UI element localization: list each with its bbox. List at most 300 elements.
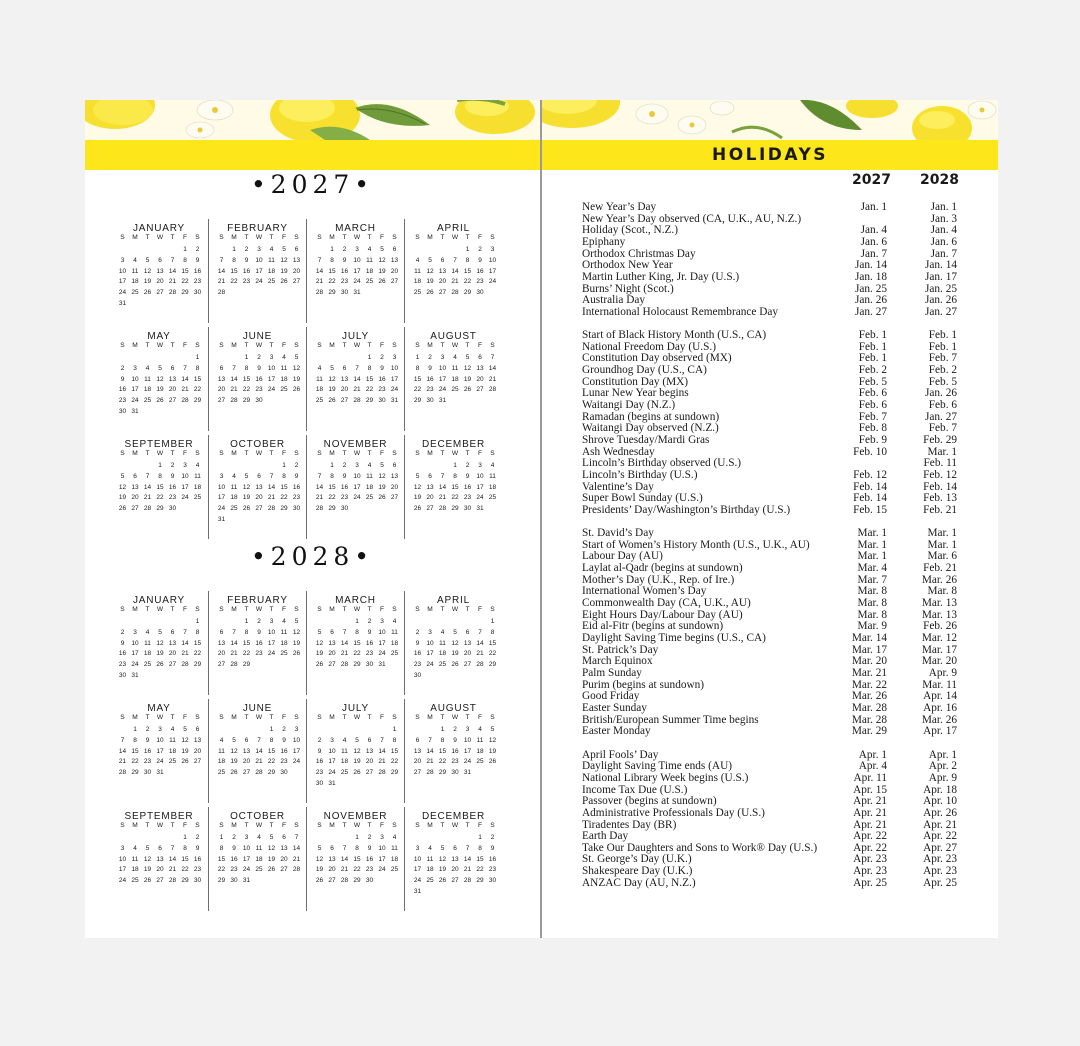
- day-number: 18: [280, 639, 288, 647]
- day-number: 10: [118, 267, 127, 275]
- day-number: 12: [315, 639, 324, 647]
- lemon-illustration-right: [542, 100, 998, 140]
- day-number: 30: [255, 397, 263, 405]
- month-name: APRIL: [437, 223, 470, 234]
- weekday-letter: S: [415, 606, 420, 613]
- holiday-date-2028: Mar. 12: [921, 632, 957, 645]
- day-number: 3: [440, 354, 445, 361]
- day-number: 3: [380, 618, 384, 625]
- holiday-date-2027: Apr. 21: [853, 795, 887, 808]
- holiday-date-2028: Apr. 2: [928, 760, 957, 773]
- day-number: 30: [378, 397, 386, 405]
- day-number: 18: [255, 855, 263, 863]
- day-number: 8: [183, 256, 187, 264]
- day-number: 26: [156, 397, 164, 405]
- day-number: 13: [390, 256, 399, 264]
- day-number: 27: [340, 397, 349, 405]
- holiday-name: Ash Wednesday: [582, 445, 655, 458]
- weekday-letter: S: [415, 342, 420, 349]
- day-number: 18: [426, 866, 434, 874]
- day-number: 17: [426, 650, 434, 658]
- weekday-letter: W: [353, 450, 361, 457]
- yellow-stripe-left: [85, 140, 540, 170]
- day-number: 8: [158, 472, 162, 480]
- holiday-row: [582, 878, 957, 890]
- day-number: 28: [315, 505, 324, 513]
- day-number: 15: [193, 375, 202, 383]
- holiday-name: Waitangi Day observed (N.Z.): [582, 422, 719, 435]
- day-number: 1: [392, 726, 397, 733]
- day-number: 15: [230, 267, 238, 275]
- day-number: 25: [143, 661, 152, 669]
- day-number: 19: [353, 758, 361, 766]
- day-number: 22: [230, 278, 238, 286]
- weekday-letter: T: [342, 234, 347, 241]
- day-number: 19: [280, 267, 288, 275]
- day-number: 17: [255, 267, 263, 275]
- day-number: 14: [463, 855, 472, 863]
- day-number: 1: [490, 618, 495, 625]
- day-number: 27: [426, 505, 434, 513]
- day-number: 25: [390, 650, 399, 658]
- day-number: 17: [390, 375, 399, 383]
- weekday-letter: T: [170, 450, 175, 457]
- day-number: 31: [156, 769, 164, 777]
- day-number: 15: [181, 855, 189, 863]
- holiday-row: [582, 773, 957, 785]
- day-number: 11: [194, 472, 201, 480]
- month-calendar: [404, 591, 502, 695]
- day-number: 14: [340, 855, 349, 863]
- holiday-date-2027: Mar. 14: [851, 632, 887, 645]
- holidays-title: HOLIDAYS: [711, 145, 829, 165]
- day-number: 14: [230, 639, 238, 647]
- holiday-date-2027: Feb. 14: [853, 480, 887, 493]
- holiday-date-2028: Jan. 4: [930, 224, 957, 237]
- day-number: 26: [315, 661, 324, 669]
- day-number: 25: [267, 278, 276, 286]
- day-number: 27: [451, 877, 459, 885]
- day-number: 21: [476, 650, 484, 658]
- day-number: 11: [476, 736, 484, 744]
- weekday-letter: S: [392, 606, 397, 613]
- day-number: 22: [476, 866, 484, 874]
- day-number: 7: [317, 256, 322, 264]
- day-number: 13: [131, 483, 139, 491]
- day-number: 9: [195, 844, 200, 852]
- holiday-name: Start of Black History Month (U.S., CA): [582, 329, 767, 342]
- holiday-name: Valentine’s Day: [582, 480, 654, 493]
- day-number: 4: [133, 256, 137, 264]
- weekday-letter: S: [490, 342, 495, 349]
- day-number: 4: [342, 736, 347, 744]
- day-number: 13: [328, 855, 336, 863]
- weekday-letter: T: [342, 342, 347, 349]
- weekday-letter: S: [317, 714, 322, 721]
- day-number: 30: [365, 877, 374, 885]
- day-number: 27: [438, 289, 447, 297]
- day-number: 24: [328, 769, 336, 777]
- day-number: 24: [353, 494, 361, 502]
- holiday-date-2028: Mar. 13: [921, 608, 957, 621]
- day-number: 23: [255, 386, 263, 394]
- day-number: 12: [156, 639, 164, 647]
- holiday-date-2028: Mar. 8: [927, 585, 957, 598]
- day-number: 16: [193, 855, 202, 863]
- day-number: 25: [315, 397, 324, 405]
- day-number: 4: [415, 256, 420, 264]
- day-number: 20: [217, 386, 226, 394]
- weekday-letter: F: [281, 450, 287, 457]
- day-number: 16: [365, 639, 374, 647]
- holiday-name: March Equinox: [582, 655, 653, 668]
- day-number: 20: [280, 855, 288, 863]
- weekday-letter: M: [231, 342, 237, 349]
- weekday-letter: M: [329, 822, 335, 829]
- day-number: 13: [292, 256, 301, 264]
- holiday-name: National Freedom Day (U.S.): [582, 340, 716, 353]
- day-number: 31: [438, 397, 447, 405]
- month-calendar: [404, 435, 502, 539]
- weekday-letter: S: [317, 822, 322, 829]
- weekday-letter: F: [477, 606, 483, 613]
- weekday-letter: F: [477, 822, 483, 829]
- day-number: 29: [451, 505, 459, 513]
- day-number: 12: [242, 483, 251, 491]
- weekday-letter: F: [182, 714, 188, 721]
- holiday-date-2028: Feb. 29: [923, 434, 957, 447]
- day-number: 19: [315, 650, 324, 658]
- holiday-date-2027: Mar. 28: [851, 713, 887, 726]
- weekday-letter: S: [195, 234, 200, 241]
- day-number: 8: [453, 472, 457, 480]
- day-number: 5: [380, 246, 384, 253]
- day-number: 12: [451, 639, 459, 647]
- day-number: 8: [355, 844, 359, 852]
- day-number: 12: [143, 855, 152, 863]
- weekday-letter: S: [490, 450, 495, 457]
- day-number: 5: [428, 256, 432, 264]
- day-number: 31: [413, 888, 422, 895]
- day-number: 29: [353, 661, 361, 669]
- day-number: 1: [367, 354, 372, 361]
- day-number: 23: [242, 278, 251, 286]
- holiday-date-2028: Apr. 17: [923, 725, 957, 738]
- day-number: 19: [156, 386, 164, 394]
- weekday-letter: T: [342, 822, 347, 829]
- day-number: 13: [217, 375, 226, 383]
- day-number: 29: [193, 661, 202, 669]
- weekday-letter: F: [182, 342, 188, 349]
- day-number: 18: [451, 375, 459, 383]
- day-number: 6: [453, 844, 457, 852]
- day-number: 7: [120, 736, 125, 744]
- holiday-date-2027: Jan. 4: [860, 224, 887, 237]
- weekday-letter: T: [367, 822, 372, 829]
- day-number: 19: [156, 650, 164, 658]
- holiday-date-2027: Apr. 21: [853, 806, 887, 819]
- weekday-letter: W: [156, 234, 164, 241]
- day-number: 1: [330, 462, 334, 469]
- day-number: 26: [280, 278, 288, 286]
- day-number: 7: [232, 628, 236, 636]
- day-number: 9: [244, 256, 249, 264]
- day-number: 26: [143, 877, 152, 885]
- day-number: 23: [118, 397, 127, 405]
- weekday-letter: T: [145, 606, 150, 613]
- day-number: 8: [330, 472, 334, 480]
- day-number: 8: [195, 364, 200, 372]
- day-number: 13: [340, 375, 349, 383]
- day-number: 1: [183, 246, 187, 253]
- day-number: 21: [292, 855, 301, 863]
- holiday-name: St. Patrick’s Day: [582, 643, 659, 656]
- day-number: 20: [255, 494, 263, 502]
- day-number: 29: [242, 661, 251, 669]
- month-name: MAY: [147, 331, 171, 342]
- day-number: 27: [255, 505, 263, 513]
- day-number: 2: [294, 462, 299, 469]
- holiday-name: Super Bowl Sunday (U.S.): [582, 492, 703, 505]
- day-number: 5: [355, 736, 359, 744]
- day-number: 9: [478, 256, 482, 264]
- weekday-letter: F: [477, 714, 483, 721]
- day-number: 1: [219, 834, 224, 841]
- day-number: 21: [267, 494, 276, 502]
- holiday-date-2028: Jan. 3: [930, 212, 957, 225]
- weekday-letter: T: [342, 714, 347, 721]
- holiday-name: New Year’s Day: [582, 201, 657, 213]
- weekday-letter: T: [170, 822, 175, 829]
- lemon-banner-left: [85, 100, 540, 140]
- holiday-date-2028: Apr. 27: [923, 841, 957, 854]
- day-number: 2: [453, 726, 457, 733]
- day-number: 5: [453, 628, 457, 636]
- day-number: 6: [478, 354, 482, 361]
- month-calendar: [110, 219, 208, 323]
- holiday-name: Eight Hours Day/Labour Day (AU): [582, 608, 743, 621]
- holiday-name: Take Our Daughters and Sons to Work® Day (U.S.): [582, 841, 818, 854]
- day-number: 8: [269, 736, 274, 744]
- weekday-letter: F: [379, 606, 385, 613]
- day-number: 15: [476, 855, 484, 863]
- day-number: 29: [267, 769, 276, 777]
- weekday-letter: T: [145, 714, 150, 721]
- holiday-date-2027: Feb. 1: [858, 352, 887, 365]
- holiday-date-2027: Jan. 27: [854, 305, 887, 318]
- day-number: 3: [465, 726, 470, 733]
- day-number: 8: [244, 628, 249, 636]
- day-number: 17: [378, 639, 386, 647]
- day-number: 4: [269, 246, 274, 253]
- day-number: 27: [328, 661, 336, 669]
- day-number: 3: [269, 618, 274, 625]
- day-number: 29: [217, 877, 226, 885]
- day-number: 6: [257, 472, 261, 480]
- day-number: 3: [257, 246, 261, 253]
- day-number: 24: [267, 650, 276, 658]
- weekday-letter: W: [353, 822, 361, 829]
- weekday-letter: F: [281, 234, 287, 241]
- holiday-name: Australia Day: [582, 294, 646, 307]
- holiday-date-2027: Mar. 1: [857, 550, 887, 563]
- holiday-date-2027: Feb. 14: [853, 492, 887, 505]
- day-number: 19: [267, 855, 276, 863]
- day-number: 12: [328, 375, 336, 383]
- weekday-letter: M: [427, 450, 433, 457]
- weekday-letter: F: [379, 714, 385, 721]
- day-number: 2: [342, 462, 347, 469]
- day-number: 7: [317, 472, 322, 480]
- day-number: 14: [438, 483, 447, 491]
- day-number: 15: [267, 747, 276, 755]
- day-number: 25: [255, 866, 263, 874]
- weekday-letter: T: [145, 450, 150, 457]
- weekday-letter: T: [244, 606, 249, 613]
- day-number: 26: [451, 661, 459, 669]
- day-number: 11: [414, 267, 421, 275]
- day-number: 7: [355, 364, 359, 372]
- holiday-date-2027: Feb. 7: [858, 410, 887, 423]
- day-number: 9: [342, 472, 347, 480]
- day-number: 20: [242, 758, 251, 766]
- day-number: 15: [390, 747, 399, 755]
- day-number: 7: [380, 736, 384, 744]
- day-number: 5: [317, 844, 322, 852]
- day-number: 27: [168, 397, 177, 405]
- day-number: 16: [451, 747, 459, 755]
- day-number: 9: [367, 844, 372, 852]
- holiday-date-2027: Feb. 6: [858, 387, 887, 400]
- day-number: 8: [478, 844, 482, 852]
- day-number: 28: [315, 289, 324, 297]
- day-number: 26: [378, 494, 386, 502]
- day-number: 20: [168, 650, 177, 658]
- day-number: 30: [230, 877, 238, 885]
- day-number: 11: [439, 639, 446, 647]
- day-number: 24: [390, 386, 399, 394]
- holiday-row: [582, 808, 957, 820]
- day-number: 14: [476, 639, 484, 647]
- day-number: 27: [390, 494, 399, 502]
- day-number: 5: [294, 354, 299, 361]
- day-number: 7: [478, 628, 482, 636]
- day-number: 1: [330, 246, 334, 253]
- weekday-letter: M: [427, 234, 433, 241]
- day-number: 14: [181, 375, 189, 383]
- weekday-letter: T: [465, 450, 470, 457]
- weekday-letter: M: [427, 714, 433, 721]
- day-number: 21: [230, 650, 238, 658]
- day-number: 14: [353, 375, 361, 383]
- day-number: 26: [118, 505, 127, 513]
- day-number: 28: [118, 769, 127, 777]
- day-number: 20: [292, 267, 301, 275]
- day-number: 17: [217, 494, 226, 502]
- day-number: 20: [328, 650, 336, 658]
- day-number: 7: [342, 628, 347, 636]
- day-number: 23: [230, 866, 238, 874]
- day-number: 30: [118, 672, 127, 679]
- day-number: 1: [415, 354, 420, 361]
- day-number: 1: [133, 726, 137, 733]
- day-number: 11: [391, 844, 398, 852]
- holiday-date-2027: Mar. 29: [851, 725, 887, 738]
- day-number: 12: [463, 364, 472, 372]
- holiday-date-2028: Jan. 1: [930, 201, 957, 213]
- day-number: 27: [168, 661, 177, 669]
- day-number: 10: [292, 736, 301, 744]
- weekday-letter: W: [451, 606, 459, 613]
- day-number: 30: [168, 505, 177, 513]
- day-number: 7: [219, 256, 224, 264]
- day-number: 20: [390, 483, 399, 491]
- day-number: 1: [232, 246, 236, 253]
- day-number: 16: [340, 483, 349, 491]
- day-number: 22: [488, 650, 497, 658]
- month-calendar: [208, 435, 306, 539]
- weekday-letter: S: [195, 822, 200, 829]
- holiday-date-2027: Jan. 18: [854, 270, 887, 283]
- day-number: 4: [367, 462, 372, 469]
- day-number: 10: [328, 747, 336, 755]
- holiday-date-2028: Feb. 21: [923, 562, 957, 575]
- holiday-date-2027: Jan. 7: [860, 247, 887, 260]
- day-number: 11: [255, 844, 263, 852]
- month-name: OCTOBER: [230, 811, 285, 822]
- day-number: 17: [156, 747, 164, 755]
- day-number: 7: [453, 256, 457, 264]
- day-number: 3: [478, 462, 482, 469]
- day-number: 28: [292, 866, 301, 874]
- day-number: 26: [413, 505, 422, 513]
- weekday-letter: T: [170, 342, 175, 349]
- day-number: 22: [156, 494, 164, 502]
- day-number: 26: [378, 278, 386, 286]
- month-calendar: [110, 699, 208, 803]
- day-number: 26: [230, 769, 238, 777]
- day-number: 19: [143, 278, 152, 286]
- day-number: 3: [355, 246, 359, 253]
- holiday-date-2028: Jan. 26: [924, 387, 957, 400]
- month-name: JULY: [342, 703, 369, 714]
- day-number: 24: [413, 877, 422, 885]
- day-number: 9: [195, 256, 200, 264]
- day-number: 23: [413, 661, 422, 669]
- day-number: 8: [330, 256, 334, 264]
- day-number: 17: [463, 747, 472, 755]
- day-number: 23: [143, 758, 152, 766]
- day-number: 14: [451, 267, 459, 275]
- day-number: 24: [378, 866, 386, 874]
- day-number: 11: [131, 855, 139, 863]
- holiday-date-2028: Jan. 17: [924, 270, 957, 283]
- day-number: 8: [440, 736, 445, 744]
- day-number: 28: [168, 877, 177, 885]
- day-number: 11: [144, 375, 151, 383]
- weekday-letter: M: [132, 606, 138, 613]
- weekday-letter: W: [451, 342, 459, 349]
- month-name: SEPTEMBER: [124, 811, 194, 822]
- day-number: 6: [219, 364, 224, 372]
- month-calendar: [306, 807, 404, 911]
- day-number: 24: [476, 494, 484, 502]
- weekday-letter: T: [269, 822, 274, 829]
- weekday-letter: W: [156, 606, 164, 613]
- weekday-letter: M: [427, 822, 433, 829]
- weekday-letter: M: [329, 714, 335, 721]
- weekday-letter: T: [465, 606, 470, 613]
